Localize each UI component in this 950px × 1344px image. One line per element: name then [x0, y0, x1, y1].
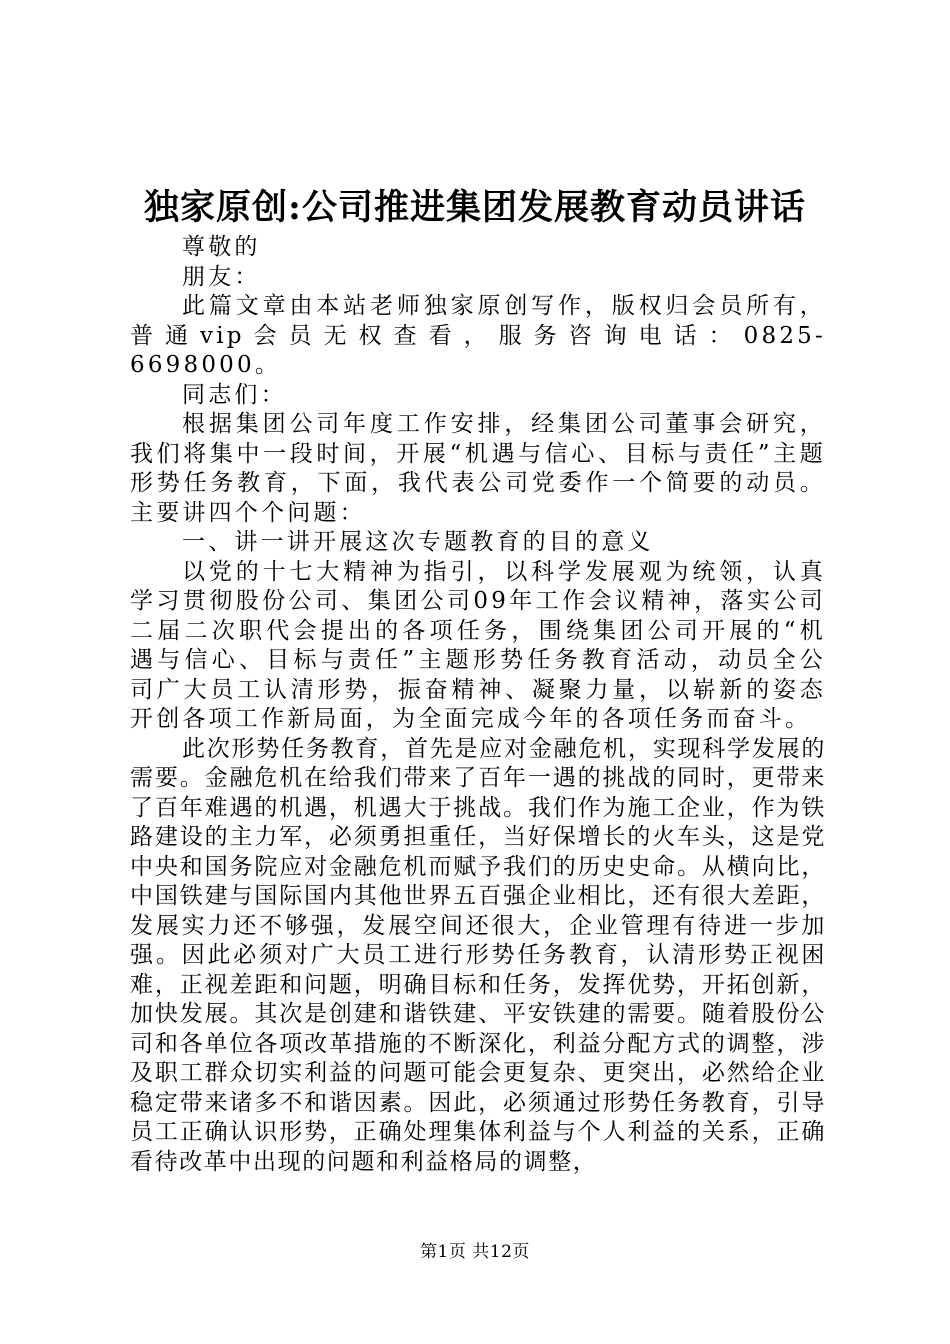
section-heading: 一、讲一讲开展这次专题教育的目的意义: [182, 529, 654, 555]
purpose-paragraph: 以党的十七大精神为指引，以科学发展观为统领，认真学习贯彻股份公司、集团公司09年工作会议精神，落实公司二届二次职代会提出的各项任务，围绕集团公司开展的“机遇与信心、目标与责任”主题形势任务教育活动，动员全公司广大员工认清形势，振奋精神、凝聚力量，以崭新的姿态开创各项工作新局面，为全面完成今年的各项任务而奋斗。: [130, 558, 826, 732]
situation-paragraph: 此次形势任务教育，首先是应对金融危机，实现科学发展的需要。金融危机在给我们带来了百年一遇的挑战的同时，更带来了百年难遇的机遇，机遇大于挑战。我们作为施工企业，作为铁路建设的主力军，必须勇担重任，当好保增长的火车头，这是党中央和国务院应对金融危机而赋予我们的历史史命。从横向比，中国铁建与国际国内其他世界五百强企业相比，还有很大差距，发展实力还不够强，发展空间还很大，企业管理有待进一步加强。因此必须对广大员工进行形势任务教育，认清形势正视困难，正视差距和问题，明确目标和任务，发挥优势，开拓创新，加快发展。其次是创建和谐铁建、平安铁建的需要。随着股份公司和各单位各项改革措施的不断深化，利益分配方式的调整，涉及职工群众切实利益的问题可能会更复杂、更突出，必然给企业稳定带来诸多不和谐因素。因此，必须通过形势任务教育，引导员工正确认识形势，正确处理集体利益与个人利益的关系，正确看待改革中出现的问题和利益格局的调整，: [130, 735, 826, 1175]
document-title: 独家原创:公司推进集团发展教育动员讲话: [144, 187, 806, 228]
salutation-line-2: 朋友：: [182, 263, 261, 290]
document-body: [130, 233, 826, 1177]
intro-paragraph: 根据集团公司年度工作安排，经集团公司董事会研究，我们将集中一段时间，开展“机遇与信心、目标与责任”主题形势任务教育，下面，我代表公司党委作一个简要的动员。主要讲四个个问题：: [130, 411, 826, 526]
copyright-notice: 此篇文章由本站老师独家原创写作，版权归会员所有，普通vip会员无权查看，服务咨询电话：0825-6698000。: [130, 293, 826, 378]
page-number: 第1页 共12页: [420, 1242, 530, 1262]
greeting: 同志们：: [182, 381, 287, 408]
salutation-line-1: 尊敬的: [182, 234, 261, 260]
